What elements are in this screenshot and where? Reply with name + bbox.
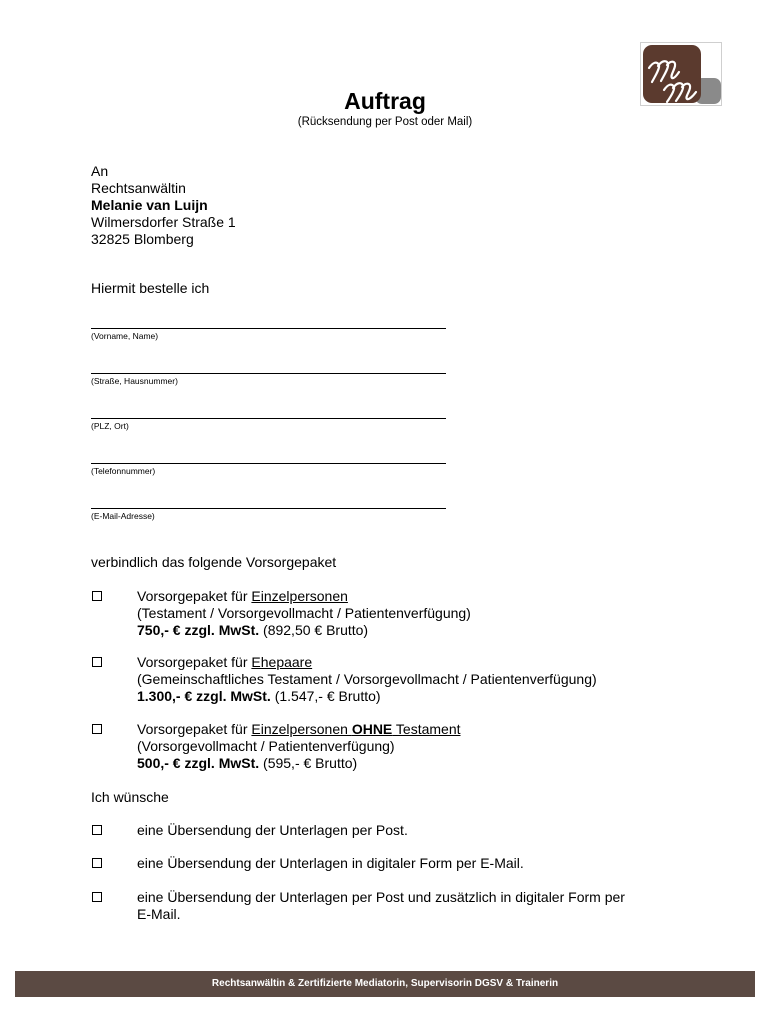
package-no-testament: [137, 721, 461, 772]
delivery-email-checkbox[interactable]: [92, 858, 102, 868]
package-couple-prefix: Vorsorgepaket für: [137, 654, 252, 670]
recipient-address: [91, 163, 236, 248]
city-field-line[interactable]: [91, 418, 446, 419]
page-subtitle: (Rücksendung per Post oder Mail): [297, 116, 473, 128]
city-field-label: (PLZ, Ort): [91, 421, 129, 431]
package-no-testament-prefix: Vorsorgepaket für: [137, 721, 252, 737]
phone-field-label: (Telefonnummer): [91, 466, 156, 476]
street-field-label: (Straße, Hausnummer): [91, 376, 178, 386]
delivery-both-line2: E-Mail.: [137, 906, 181, 922]
address-name: Melanie van Luijn: [91, 197, 208, 213]
phone-field-line[interactable]: [91, 463, 446, 464]
package-single-price: 750,- € zzgl. MwSt.: [137, 622, 260, 638]
address-line-to: An: [91, 163, 109, 179]
package-single-checkbox[interactable]: [92, 591, 102, 601]
package-no-testament-target-a: Einzelpersonen: [251, 721, 352, 737]
order-intro: Hiermit bestelle ich: [91, 280, 210, 296]
package-single-brutto: (892,50 € Brutto): [259, 622, 369, 638]
name-field-label: (Vorname, Name): [91, 331, 159, 341]
delivery-both-line1: eine Übersendung der Unterlagen per Post und zusätzlich in digitaler Form per: [137, 889, 625, 905]
page-title: Auftrag: [344, 88, 426, 114]
street-field-line[interactable]: [91, 373, 446, 374]
delivery-post-label: eine Übersendung der Unterlagen per Post.: [137, 822, 408, 838]
package-single-target: Einzelpersonen: [251, 588, 348, 604]
delivery-both-checkbox[interactable]: [92, 892, 102, 902]
footer-banner: Rechtsanwältin & Zertifizierte Mediatorin, Supervisorin DGSV & Trainerin: [15, 971, 755, 997]
package-couple: [137, 654, 597, 705]
package-no-testament-desc: (Vorsorgevollmacht / Patientenverfügung): [137, 738, 395, 754]
address-street: Wilmersdorfer Straße 1: [91, 214, 236, 230]
package-no-testament-checkbox[interactable]: [92, 724, 102, 734]
address-line-title: Rechtsanwältin: [91, 180, 186, 196]
package-single: [137, 588, 471, 639]
delivery-post-checkbox[interactable]: [92, 825, 102, 835]
delivery-email-label: eine Übersendung der Unterlagen in digitaler Form per E-Mail.: [137, 855, 524, 871]
package-intro: verbindlich das folgende Vorsorgepaket: [91, 554, 337, 570]
package-couple-checkbox[interactable]: [92, 657, 102, 667]
package-no-testament-ohne: OHNE: [351, 721, 393, 737]
email-field-label: (E-Mail-Adresse): [91, 511, 155, 521]
delivery-both: [137, 889, 625, 923]
name-field-line[interactable]: [91, 328, 446, 329]
package-couple-price: 1.300,- € zzgl. MwSt.: [137, 688, 271, 704]
package-no-testament-target: [251, 721, 460, 737]
package-no-testament-brutto: (595,- € Brutto): [259, 755, 358, 771]
package-single-prefix: Vorsorgepaket für: [137, 588, 252, 604]
package-no-testament-price: 500,- € zzgl. MwSt.: [137, 755, 260, 771]
address-city: 32825 Blomberg: [91, 231, 194, 247]
package-couple-brutto: (1.547,- € Brutto): [270, 688, 381, 704]
package-no-testament-target-c: Testament: [392, 721, 461, 737]
package-couple-target: Ehepaare: [251, 654, 313, 670]
email-field-line[interactable]: [91, 508, 446, 509]
package-single-desc: (Testament / Vorsorgevollmacht / Patientenverfügung): [137, 605, 471, 621]
wish-intro: Ich wünsche: [91, 789, 169, 805]
package-couple-desc: (Gemeinschaftliches Testament / Vorsorgevollmacht / Patientenverfügung): [137, 671, 597, 687]
